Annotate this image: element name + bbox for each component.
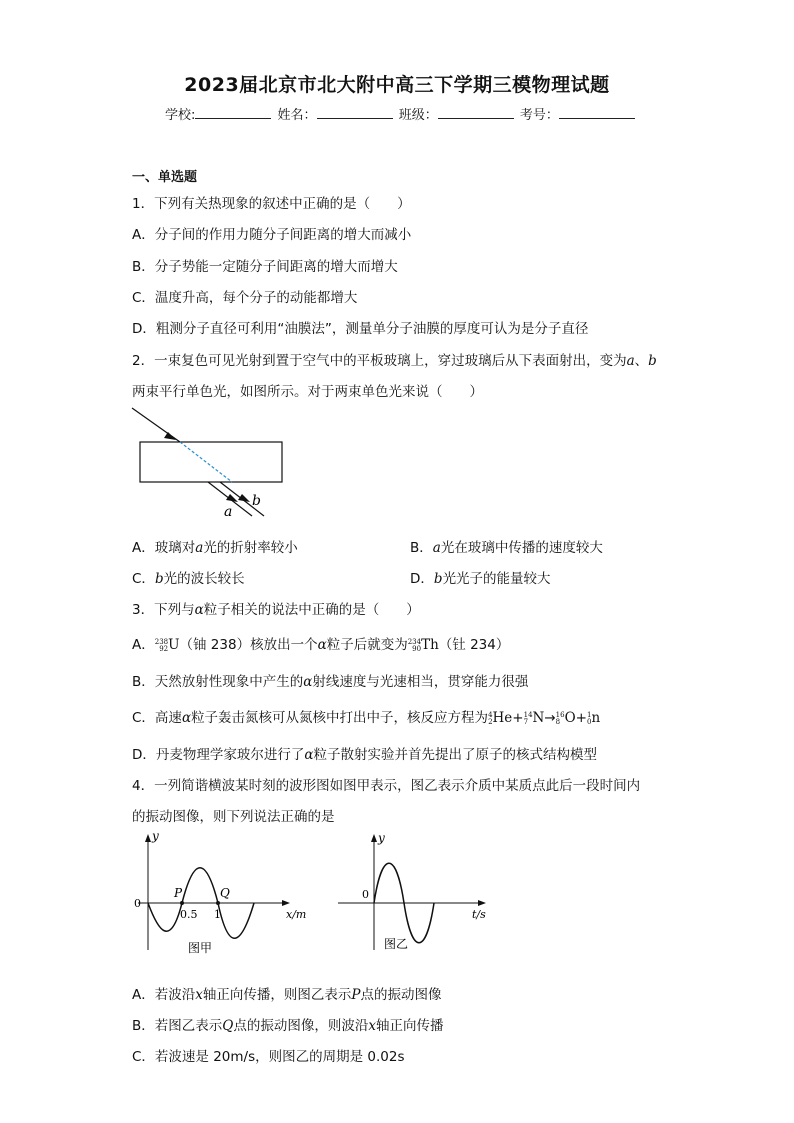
symbol: He bbox=[492, 710, 513, 726]
alpha: α bbox=[304, 747, 314, 763]
tick-1: 1 bbox=[214, 908, 221, 921]
q3-option-b bbox=[132, 670, 528, 690]
class-label: 班级： bbox=[398, 108, 438, 123]
mass: 14 bbox=[523, 711, 533, 719]
plus: + bbox=[512, 710, 524, 726]
z: 8 bbox=[555, 718, 561, 726]
alpha: α bbox=[194, 602, 204, 618]
origin-label: 0 bbox=[362, 888, 369, 901]
t-label: t/s bbox=[472, 908, 486, 921]
text: 点的振动图像 bbox=[360, 987, 442, 1003]
q3-stem bbox=[132, 598, 420, 618]
mass: 238 bbox=[154, 638, 169, 646]
q1-option-d: D．粗测分子直径可利用“油膜法”，测量单分子油膜的厚度可认为是分子直径 bbox=[132, 321, 589, 337]
q4-option-c: C．若波速是 20m/s，则图乙的周期是 0.02s bbox=[132, 1049, 405, 1065]
z: 0 bbox=[586, 718, 592, 726]
q2-stem-line2: 两束平行单色光，如图所示。对于两束单色光来说（ ） bbox=[132, 384, 483, 400]
oxygen-nuclide bbox=[556, 710, 576, 726]
x-axis-arrow-icon bbox=[282, 900, 290, 906]
alpha: α bbox=[181, 710, 192, 726]
exam-no-blank[interactable] bbox=[559, 106, 635, 119]
q-label: Q bbox=[220, 886, 230, 900]
var-a: a bbox=[626, 353, 635, 369]
incident-arrow-icon bbox=[164, 432, 176, 440]
q4-option-a bbox=[132, 983, 441, 1003]
text: 射线速度与光速相当，贯穿能力很强 bbox=[312, 674, 529, 690]
name-label: 姓名： bbox=[277, 108, 317, 123]
x-label: x/m bbox=[286, 908, 307, 921]
alpha: α bbox=[303, 674, 313, 690]
class-blank[interactable] bbox=[438, 106, 514, 119]
student-info-row bbox=[165, 104, 637, 123]
uranium-nuclide bbox=[155, 637, 180, 653]
school-blank[interactable] bbox=[195, 106, 271, 119]
exam-no-label: 考号： bbox=[519, 108, 559, 123]
q2-stem-text: 2．一束复色可见光射到置于空气中的平板玻璃上，穿过玻璃后从下表面射出，变为 bbox=[132, 353, 627, 369]
var-a: a bbox=[432, 540, 441, 556]
q1-stem: 1．下列有关热现象的叙述中正确的是（ ） bbox=[132, 196, 411, 212]
q1-option-c: C．温度升高，每个分子的动能都增大 bbox=[132, 290, 358, 306]
text: 粒子散射实验并首先提出了原子的核式结构模型 bbox=[313, 747, 598, 763]
neutron bbox=[587, 710, 600, 726]
q1-option-b: B．分子势能一定随分子间距离的增大而增大 bbox=[132, 259, 398, 275]
q2-option-d bbox=[410, 567, 551, 587]
var-b: b bbox=[433, 571, 443, 587]
point-q bbox=[216, 901, 220, 905]
text: B． bbox=[410, 540, 433, 556]
text: D．丹麦物理学家玻尔进行了 bbox=[132, 747, 305, 763]
text: A．若波沿 bbox=[132, 987, 196, 1003]
caption: 图甲 bbox=[188, 941, 213, 955]
text: C．高速 bbox=[132, 710, 182, 726]
symbol: U bbox=[168, 637, 180, 653]
text: C． bbox=[132, 571, 155, 587]
mass: 1 bbox=[586, 711, 592, 719]
origin-label: 0 bbox=[134, 897, 141, 910]
ray-b-arrow-icon bbox=[238, 494, 250, 502]
q4-stem-line1: 4．一列简谐横波某时刻的波形图如图甲表示，图乙表示介质中某质点此后一段时间内 bbox=[132, 778, 641, 794]
z: 90 bbox=[412, 645, 422, 653]
q3-option-d bbox=[132, 743, 597, 763]
glass-slab-figure bbox=[128, 404, 298, 520]
refracted-ray bbox=[180, 442, 232, 482]
arrow: → bbox=[544, 710, 556, 726]
text: 粒子后就变为 bbox=[326, 637, 408, 653]
text: 3．下列与 bbox=[132, 602, 195, 618]
text: 光的折射率较小 bbox=[203, 540, 298, 556]
wave-graph-jia bbox=[128, 830, 318, 960]
text: 光在玻璃中传播的速度较大 bbox=[440, 540, 603, 556]
mass: 4 bbox=[488, 711, 493, 719]
text: 粒子轰击氮核可从氮核中打出中子，核反应方程为 bbox=[191, 710, 489, 726]
name-blank[interactable] bbox=[317, 106, 393, 119]
q3-option-c bbox=[132, 706, 600, 726]
label-a: a bbox=[224, 504, 233, 520]
plus: + bbox=[575, 710, 587, 726]
q4-stem-line2: 的振动图像，则下列说法正确的是 bbox=[132, 809, 335, 825]
text: B．若图乙表示 bbox=[132, 1018, 223, 1034]
x-var: x bbox=[195, 987, 203, 1003]
q3-option-a bbox=[132, 633, 509, 653]
text: 点的振动图像，则波沿 bbox=[233, 1018, 369, 1034]
q1-option-a: A．分子间的作用力随分子间距离的增大而减小 bbox=[132, 227, 412, 243]
y-label: y bbox=[152, 830, 159, 843]
text: A． bbox=[132, 637, 155, 653]
page-title: 2023届北京市北大附中高三下学期三模物理试题 bbox=[184, 74, 610, 96]
sep: 、 bbox=[634, 353, 649, 369]
p-var: P bbox=[351, 987, 361, 1003]
var-b: b bbox=[648, 353, 657, 369]
q4-option-b bbox=[132, 1014, 443, 1034]
symbol: N bbox=[532, 710, 545, 726]
z: 92 bbox=[159, 645, 169, 653]
school-label: 学校: bbox=[165, 108, 196, 123]
glass-slab bbox=[140, 442, 282, 482]
thorium-nuclide bbox=[408, 637, 439, 653]
caption: 图乙 bbox=[384, 937, 409, 951]
text: 轴正向传播，则图乙表示 bbox=[202, 987, 352, 1003]
text: （铀 238）核放出一个 bbox=[179, 637, 318, 653]
point-p bbox=[180, 901, 184, 905]
helium-nuclide bbox=[488, 710, 512, 726]
mass: 16 bbox=[555, 711, 565, 719]
label-b: b bbox=[252, 493, 261, 509]
section-title: 一、单选题 bbox=[132, 170, 198, 185]
y-axis-arrow-icon bbox=[145, 834, 151, 842]
q-var: Q bbox=[222, 1018, 234, 1034]
var-b: b bbox=[154, 571, 164, 587]
mass: 234 bbox=[407, 638, 422, 646]
symbol: Th bbox=[421, 637, 439, 653]
q2-stem-line1 bbox=[132, 349, 657, 369]
text: （钍 234） bbox=[438, 637, 510, 653]
p-label: P bbox=[174, 886, 183, 900]
q2-option-b bbox=[410, 536, 603, 556]
nitrogen-nuclide bbox=[524, 710, 545, 726]
text: 粒子相关的说法中正确的是（ ） bbox=[203, 602, 420, 618]
z: 7 bbox=[523, 718, 529, 726]
q2-option-a bbox=[132, 536, 298, 556]
alpha: α bbox=[317, 637, 327, 653]
text: D． bbox=[410, 571, 434, 587]
symbol: n bbox=[591, 710, 601, 726]
text: B．天然放射性现象中产生的 bbox=[132, 674, 304, 690]
symbol: O bbox=[564, 710, 576, 726]
var-a: a bbox=[195, 540, 204, 556]
z: 2 bbox=[488, 718, 493, 726]
vibration-graph-yi bbox=[330, 830, 500, 960]
text: A．玻璃对 bbox=[132, 540, 196, 556]
tick-05: 0.5 bbox=[180, 908, 198, 921]
text: 光光子的能量较大 bbox=[442, 571, 551, 587]
t-axis-arrow-icon bbox=[478, 900, 486, 906]
x-var: x bbox=[368, 1018, 376, 1034]
y-axis-arrow-icon bbox=[371, 834, 377, 842]
text: 轴正向传播 bbox=[375, 1018, 444, 1034]
y-label: y bbox=[378, 831, 385, 845]
q2-option-c bbox=[132, 567, 245, 587]
text: 光的波长较长 bbox=[163, 571, 245, 587]
